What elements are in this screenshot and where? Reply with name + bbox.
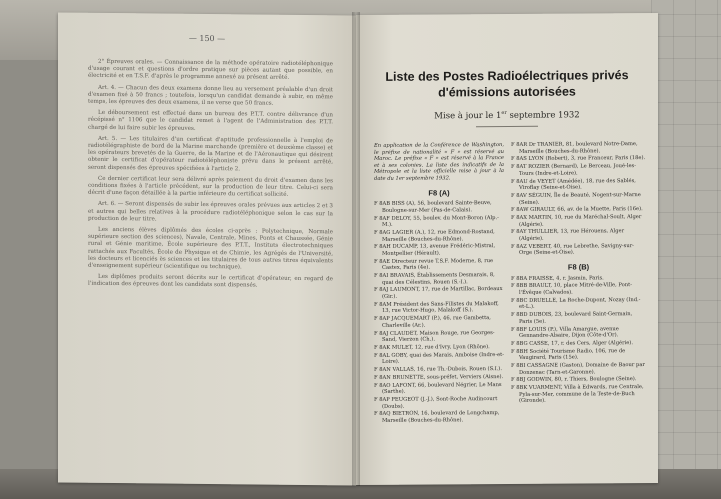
station-entry: F 8AN VALLAS, 16, rue Th.-Dubois, Rouen (S.I.). xyxy=(374,366,502,373)
column-left xyxy=(374,142,504,426)
update-date-suffix: septembre 1932 xyxy=(506,110,580,121)
station-list-a-cont xyxy=(511,141,646,257)
station-entry: F 8BC DRUELLE, La Roche-Dupont, Nozay (Ind.-et-L.). xyxy=(511,296,641,311)
background-tiles xyxy=(651,0,721,499)
page-number: — 150 — xyxy=(188,33,226,44)
intro-note: En application de la Conférence de Washington, le préfixe de nationalité « F » est réservé au Maroc. Le préfixe « F » est réservé à la France et à ses colonies. La liste des indicatifs de la Métropole et la liste officielle mise à jour à la date du 1er septembre 1932. xyxy=(374,142,504,182)
station-entry: F 8AF DELOY, 55, boulev. du Mont-Boron (Alp.-M.). xyxy=(374,214,499,228)
station-entry: F 8AN BRUNETTE, sous-préfet, Verviers (Aisne). xyxy=(374,373,504,381)
station-entry: F 8BJ GODWIN, 80, r. Thiers, Boulogne (Seine). xyxy=(511,376,637,384)
station-entry: F 8AV SÉGUIN, Île de Beauté, Nogent-sur-Marne (Seine). xyxy=(511,191,641,206)
station-entry: F 8AY THULLIER, 13, rue Hérouens, Alger (Algérie). xyxy=(511,228,625,242)
station-entry: F 8AW GIRAULT, 66, av. de la Muette, Paris (16e). xyxy=(511,206,643,214)
station-entry: F 8BH Société Tourisme Radio, 106, rue de Vaugirard, Paris (15e). xyxy=(511,347,626,362)
station-entry: F 8AQ BIETRON, 16, boulevard de Longchamp, Marseille (Bouches-du-Rhône). xyxy=(374,410,500,424)
station-entry: F 8AL GOBY, quai des Marais, Amboise (Indre-et-Loire). xyxy=(374,351,505,366)
paragraph: Art. 4. — Chacun des deux examens donne lieu au versement préalable d'un droit d'examen fixé à 50 francs ; toutefois, lorsqu'un candidat demande à subir, en même temps, les épreuves des deux examens, il ne verse que 50 francs. xyxy=(88,84,333,107)
station-entry: F 8AS LYON (Robert), 3, rue Franceur, Paris (18e). xyxy=(511,155,646,163)
title-line-1: Liste des Postes Radioélectriques privés xyxy=(385,68,629,84)
left-page xyxy=(58,12,356,485)
station-entry: F 8AZ VEBERT, 40, rue Lebrethe, Savigny-sur-Orge (Seine-et-Oise). xyxy=(511,242,634,257)
paragraph: Art. 5. — Les titulaires d'un certificat d'aptitude professionnelle à l'emploi de radiotélégraphiste de bord de la Marine marchande (première et deuxième classe) et les opérateurs brevetés de la Guerre, de la Marine et de l'Aéronautique qui désirent obtenir le certificat d'opérateur radiotéléphoniste prévu dans le présent arrêté, seront dispensés des épreuves spécifiées à l'article 2. xyxy=(88,135,333,172)
title-line-2: d'émissions autorisées xyxy=(438,84,576,100)
station-entry: F 8AX MARTIN, 10, rue du Maréchal-Soult, Alger (Algérie). xyxy=(511,214,642,228)
station-entry: F 8BI CASSAGNE (Gaston), Domaine de Baour par Donzenac (Tarn-et-Garonne). xyxy=(511,362,645,376)
station-entry: F 8BA FRAISSE, 4, r. Jasmin, Paris. xyxy=(511,274,604,282)
station-entry: F 8BK VUARMENT, Villa à Edwards, rue Centrale, Pyla-sur-Mer, commune de la Teste-de-Buch (Gironde). xyxy=(511,384,644,405)
station-entry: F 8AT ROZIER (Bernard), Le Berceau, Joué-les-Tours (Indre-et-Loire). xyxy=(511,163,636,177)
update-date xyxy=(356,109,658,122)
station-entry: F 8BG CASSE, 17, r. des Cers, Alger (Algérie). xyxy=(511,339,633,347)
paragraph: 2° Épreuves orales. — Connaissance de la méthode opératoire radiotéléphonique d'usage courant et questions d'ordre pratique sur pièces autant que possible, en électricité et en T.S.F. d'après le programme annexé au présent arrêté. xyxy=(88,58,333,82)
station-entry: F 8AR Dr TRANIER, 81, boulevard Notre-Dame, Marseille (Bouches-du-Rhône). xyxy=(511,141,638,155)
station-entry: F 8AI BRAVAIS, Établissements Desmarais, 8, quai des Célestins, Rouen (S.-I.). xyxy=(374,272,495,286)
station-entry: F 8BB BRAULT, 10, place Mitré-de-Ville, Pont-l'Évêque (Calvados). xyxy=(511,282,632,296)
book-gutter xyxy=(352,12,360,486)
station-entry: F 8AE Directeur revue T.S.F. Moderne, 8, rue Castex, Paris (4e). xyxy=(374,257,494,272)
station-list-b xyxy=(511,275,646,405)
paragraph: Les anciens élèves diplômés des écoles ci-après : Polytechnique, Normale supérieure section des sciences), Navale, Centrale, Mines, Ponts et Chaussée, Génie rural et Génie maritime, École supérieure des P.T.T., Instituts électrotechniques rattachés aux Facultés, École de Physique et de Chimie, les Agrégés de l'Université, les docteurs et licenciés ès sciences et les titulaires de tous autres titres équivalents d'enseignement supérieur (scientifique ou technique). xyxy=(88,226,333,271)
section-heading-f8b: F8 (B) xyxy=(567,262,590,272)
station-entry: F 8BD DUBOIS, 23, boulevard Saint-Germain, Paris (5e). xyxy=(511,311,633,325)
station-entry: F 8AJ CLAUDET, Maison Rouge, rue Georges-Sand, Vierzon (Ch.). xyxy=(374,329,495,343)
station-entry: F 8AB BISS (A), 56, boulevard Sainte-Beuve, Boulogne-sur-Mer (Pas-de-Calais). xyxy=(374,200,492,214)
station-entry: F 8AP JACQUEMART (P.), 46, rue Gambetta, Charleville (Ar.). xyxy=(374,315,491,329)
left-body-text xyxy=(88,59,333,295)
station-entry: F 8AM Président des Sans-Filistes du Malakoff, 13, rue Victor-Hugo, Malakoff (S.). xyxy=(374,300,499,315)
station-entry: F 8AH DUCAMP, 13, avenue Frédéric-Mistral, Montpellier (Hérault). xyxy=(374,243,496,257)
station-entry: F 8AP PEUGEOT (J.-J.), Sont-Roche Audincourt (Doubs). xyxy=(374,396,498,410)
list-title xyxy=(356,67,658,101)
station-entry: F 8AG LAGIER (A.), 12, rue Edmond-Rostand, Marseille (Bouches-du-Rhône). xyxy=(374,228,495,243)
station-entry: F 8BF LOUIS (P.), Villa Amargue, avenue Gennandre-Alsaire, Dijon (Côte-d'Or). xyxy=(511,325,619,340)
paragraph: Le déboursement est effectué dans un bureau des P.T.T. contre délivrance d'un récépissé n° 1106 que le candidat remet à l'agent de l'Administration des P.T.T. chargé de lui faire subir les épreuves. xyxy=(88,110,333,132)
update-date-sup: er xyxy=(501,110,507,117)
station-entry: F 8AJ LAUMONT, 17, rue de Martillac, Bordeaux (Gir.). xyxy=(374,286,503,300)
right-page xyxy=(356,13,658,485)
update-date-prefix: Mise à jour le 1 xyxy=(434,110,502,122)
paragraph: Les diplômes produits seront décrits sur le certificat d'opérateur, en regard de l'indication des épreuves dont les candidats sont dispensés. xyxy=(88,274,333,290)
station-entry: F 8AU de VEYET (Amédée), 18, rue des Sablés, Viroflay (Seine-et-Oise). xyxy=(511,177,636,192)
paragraph: Art. 6. — Seront dispensés de subir les épreuves orales prévues aux articles 2 et 3 et autres qui belles relatives à la procédure radiotéléphonique selon le cas sur la production de leur titre. xyxy=(88,201,333,223)
station-entry: F 8AK MULET, 12, rue d'Ivry, Lyon (Rhône). xyxy=(374,344,490,351)
paragraph: Ce dernier certificat leur sera délivré après paiement du droit d'examen dans les conditions fixées à l'article précédent, sur la production de leur titre. Celui-ci sera décrit d'une façon détaillée à la partie inférieure du certificat sollicité. xyxy=(88,175,333,199)
title-divider xyxy=(476,126,538,127)
section-heading-f8a: F8 (A) xyxy=(428,187,450,198)
station-entry: F 8AO LAFONT, 66, boulevard Négrier, Le Mans (Sarthe). xyxy=(374,381,502,396)
column-right xyxy=(511,141,646,406)
station-list-a xyxy=(374,200,504,424)
